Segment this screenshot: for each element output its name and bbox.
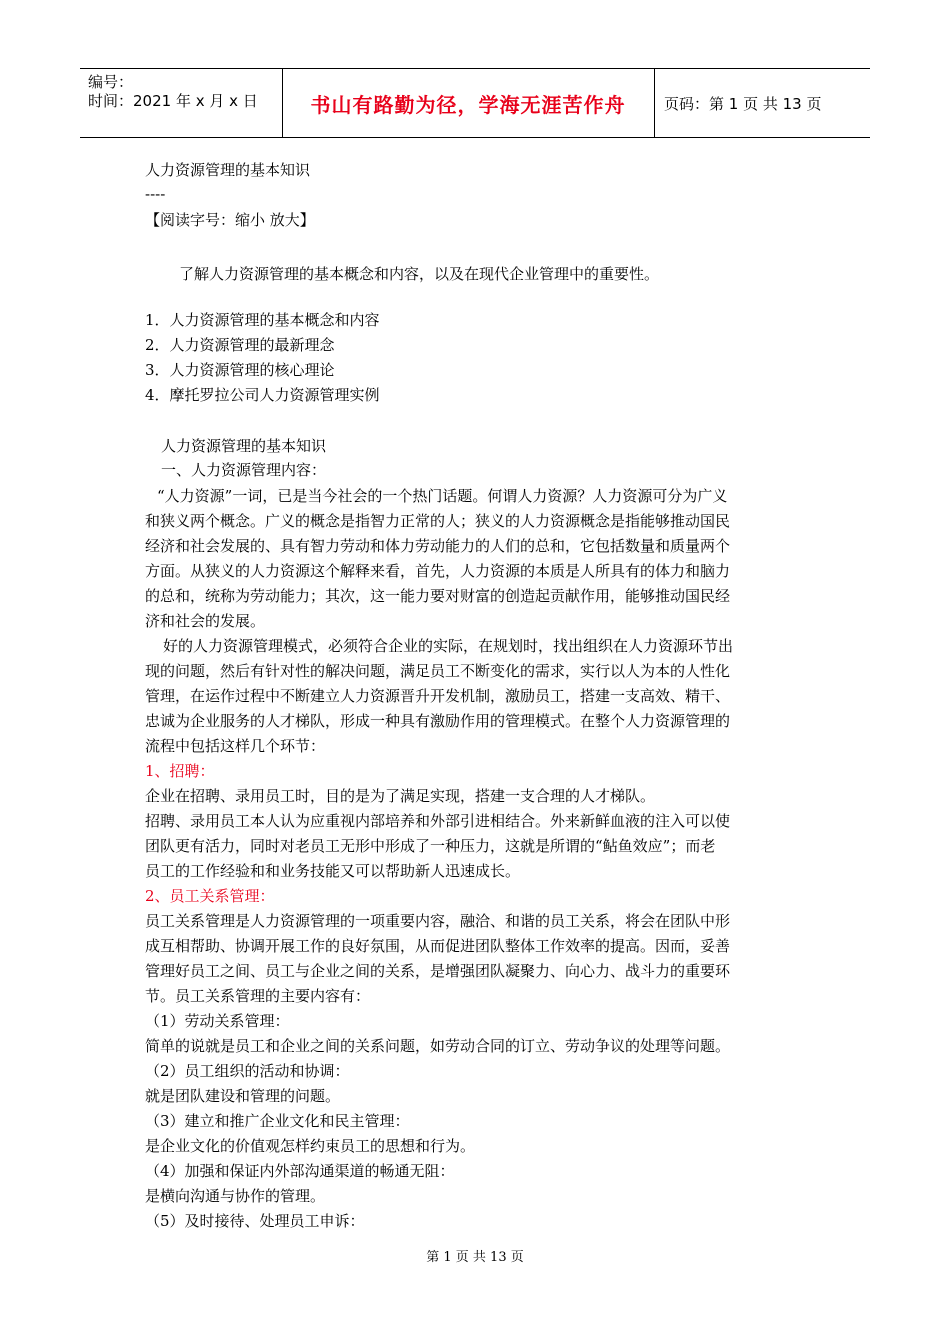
paragraph-line: 员工的工作经验和和业务技能又可以帮助新人迅速成长。 [145, 862, 521, 880]
paragraph-line: 的总和，统称为劳动能力；其次，这一能力要对财富的创造起贡献作用，能够推动国民经 [145, 587, 731, 605]
paragraph-line: 就是团队建设和管理的问题。 [145, 1087, 341, 1105]
subsection-heading: 2、员工关系管理： [145, 887, 275, 905]
list-item: 1．人力资源管理的基本概念和内容 [145, 311, 380, 329]
paragraph-line: 员工关系管理是人力资源管理的一项重要内容，融洽、和谐的员工关系，将会在团队中形 [145, 912, 731, 930]
paragraph-line: 招聘、录用员工本人认为应重视内部培养和外部引进相结合。外来新鲜血液的注入可以使 [145, 812, 731, 830]
section-heading: 一、人力资源管理内容： [161, 461, 327, 479]
paragraph-line: 流程中包括这样几个环节： [145, 737, 326, 755]
paragraph-line: 忠诚为企业服务的人才梯队，形成一种具有激励作用的管理模式。在整个人力资源管理的 [145, 712, 731, 730]
header-meta [88, 73, 258, 111]
paragraph-line: 管理，在运作过程中不断建立人力资源晋升开发机制，激励员工，搭建一支高效、精干、 [145, 687, 731, 705]
time-label: 时间：2021 年 x 月 x 日 [88, 92, 258, 110]
paragraph-line: 管理好员工之间、员工与企业之间的关系，是增强团队凝聚力、向心力、战斗力的重要环 [145, 962, 731, 980]
list-item: 3．人力资源管理的核心理论 [145, 361, 335, 379]
paragraph-line: 现的问题，然后有针对性的解决问题，满足员工不断变化的需求，实行以人为本的人性化 [145, 662, 731, 680]
paragraph-line: 经济和社会发展的、具有智力劳动和体力劳动能力的人们的总和，它包括数量和质量两个 [145, 537, 731, 555]
subsection-heading: 1、招聘： [145, 762, 215, 780]
subitem-heading: （1）劳动关系管理： [145, 1012, 290, 1030]
separator-text: ---- [145, 185, 166, 203]
paragraph-line: 节。员工关系管理的主要内容有： [145, 987, 371, 1005]
paragraph-line: 企业在招聘、录用员工时，目的是为了满足实现，搭建一支合理的人才梯队。 [145, 787, 656, 805]
intro-paragraph: 了解人力资源管理的基本概念和内容，以及在现代企业管理中的重要性。 [179, 265, 660, 283]
paragraph-line: 和狭义两个概念。广义的概念是指智力正常的人；狭义的人力资源概念是指能够推动国民 [145, 512, 731, 530]
paragraph-line: 是企业文化的价值观怎样约束员工的思想和行为。 [145, 1137, 476, 1155]
font-size-control: 【阅读字号：缩小 放大】 [145, 211, 315, 229]
list-item: 4．摩托罗拉公司人力资源管理实例 [145, 386, 380, 404]
subitem-heading: （5）及时接待、处理员工申诉： [145, 1212, 365, 1230]
paragraph-line: “人力资源”一词，已是当今社会的一个热门话题。何谓人力资源？人力资源可分为广义 [157, 487, 728, 505]
paragraph-line: 团队更有活力，同时对老员工无形中形成了一种压力，这就是所谓的“鲇鱼效应”；而老 [145, 837, 716, 855]
paragraph-line: 济和社会的发展。 [145, 612, 266, 630]
header-slogan: 书山有路勤为径，学海无涯苦作舟 [310, 92, 626, 117]
paragraph-line: 好的人力资源管理模式，必须符合企业的实际，在规划时，找出组织在人力资源环节出 [163, 637, 734, 655]
subitem-heading: （4）加强和保证内外部沟通渠道的畅通无阻： [145, 1162, 455, 1180]
list-item: 2．人力资源管理的最新理念 [145, 336, 335, 354]
subitem-heading: （2）员工组织的活动和协调： [145, 1062, 350, 1080]
header-page-info: 页码：第 1 页 共 13 页 [664, 94, 822, 113]
section-title: 人力资源管理的基本知识 [161, 437, 327, 455]
number-label: 编号： [88, 73, 134, 91]
paragraph-line: 是横向沟通与协作的管理。 [145, 1187, 326, 1205]
paragraph-line: 方面。从狭义的人力资源这个解释来看，首先，人力资源的本质是人所具有的体力和脑力 [145, 562, 731, 580]
paragraph-line: 成互相帮助、协调开展工作的良好氛围，从而促进团队整体工作效率的提高。因而，妥善 [145, 937, 731, 955]
page-header [80, 68, 870, 138]
page-footer: 第 1 页 共 13 页 [426, 1250, 524, 1265]
header-divider [654, 69, 655, 137]
subitem-heading: （3）建立和推广企业文化和民主管理： [145, 1112, 410, 1130]
paragraph-line: 简单的说就是员工和企业之间的关系问题，如劳动合同的订立、劳动争议的处理等问题。 [145, 1037, 731, 1055]
doc-title: 人力资源管理的基本知识 [145, 161, 311, 179]
